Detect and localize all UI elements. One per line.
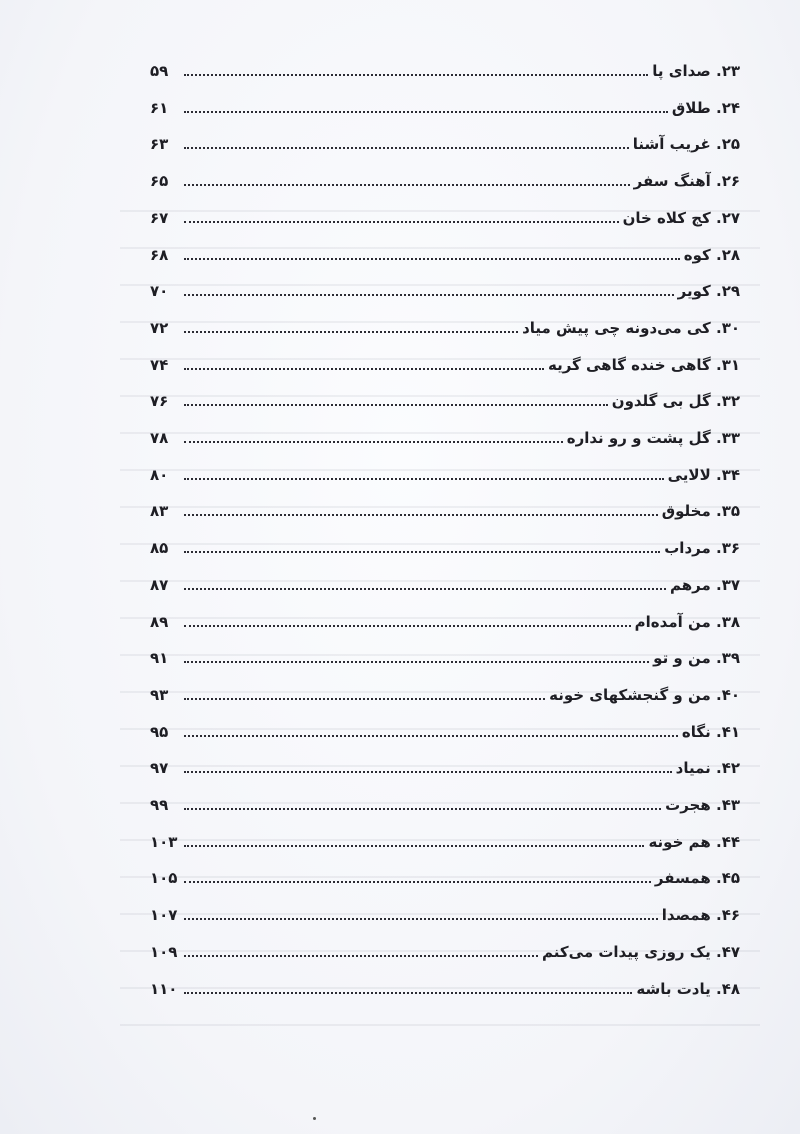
toc-title: ۲۵. غریب آشنا bbox=[632, 135, 740, 154]
toc-title: ۴۳. هجرت bbox=[665, 796, 740, 814]
toc-page-number: ۱۰۷ bbox=[150, 906, 178, 925]
toc-leader-dots bbox=[184, 221, 619, 223]
toc-title: ۲۸. کوه bbox=[683, 245, 740, 264]
toc-entry bbox=[150, 933, 740, 963]
toc-leader-dots bbox=[184, 514, 658, 516]
toc-title: ۴۱. نگاه bbox=[681, 722, 740, 741]
toc-title: ۳۱. گاهی خنده گاهی گریه bbox=[548, 355, 740, 374]
toc-entry bbox=[150, 419, 740, 449]
toc-entry bbox=[150, 346, 740, 376]
toc-page-number: ۱۱۰ bbox=[150, 979, 178, 998]
toc-page-number: ۸۵ bbox=[150, 539, 169, 558]
toc-page-number: ۷۶ bbox=[150, 392, 169, 411]
toc-entry bbox=[150, 566, 740, 596]
toc-page-number: ۸۷ bbox=[150, 575, 169, 594]
toc-page-number: ۱۰۳ bbox=[150, 832, 178, 851]
toc-title: ۴۵. همسفر bbox=[654, 869, 740, 888]
toc-leader-dots bbox=[184, 918, 658, 920]
toc-title: ۲۳. صدای پا bbox=[652, 62, 740, 80]
toc-title: ۳۶. مرداب bbox=[664, 539, 740, 558]
toc-leader-dots bbox=[184, 368, 544, 370]
toc-entry bbox=[150, 456, 740, 486]
toc-leader-dots bbox=[184, 588, 666, 590]
toc-page-number: ۸۳ bbox=[150, 502, 169, 521]
toc-entry bbox=[150, 52, 740, 82]
toc-title: ۴۸. یادت باشه bbox=[636, 979, 740, 998]
toc-title: ۳۲. گل بی گلدون bbox=[611, 392, 740, 411]
toc-page-number: ۶۳ bbox=[150, 135, 169, 154]
toc-title: ۳۹. من و تو bbox=[653, 649, 740, 668]
toc-title: ۴۰. من و گنجشکهای خونه bbox=[549, 685, 740, 704]
toc-leader-dots bbox=[184, 551, 660, 553]
toc-leader-dots bbox=[184, 771, 672, 773]
toc-entry bbox=[150, 382, 740, 412]
toc-leader-dots bbox=[184, 111, 668, 113]
toc-page-number: ۷۰ bbox=[150, 282, 169, 301]
toc-entry bbox=[150, 786, 740, 816]
toc-leader-dots bbox=[184, 808, 661, 810]
toc-page-number: ۷۸ bbox=[150, 429, 169, 447]
toc-entry bbox=[150, 639, 740, 669]
toc-title: ۴۶. همصدا bbox=[661, 906, 740, 925]
toc-title: ۲۶. آهنگ سفر bbox=[633, 172, 740, 191]
toc-leader-dots bbox=[184, 992, 632, 994]
toc-title: ۳۴. لالایی bbox=[667, 465, 740, 484]
toc-page-number: ۱۰۹ bbox=[150, 942, 178, 961]
toc-leader-dots bbox=[184, 258, 680, 260]
toc-entry bbox=[150, 749, 740, 779]
toc-entry bbox=[150, 859, 740, 889]
toc-title: ۲۴. طلاق bbox=[671, 98, 740, 117]
toc-title: ۳۳. گل پشت و رو نداره bbox=[566, 429, 740, 447]
toc-page-number: ۹۳ bbox=[150, 685, 169, 704]
toc-title: ۲۹. کویر bbox=[677, 282, 740, 301]
toc-page-number: ۶۸ bbox=[150, 245, 169, 264]
toc-leader-dots bbox=[184, 441, 563, 443]
toc-entry bbox=[150, 823, 740, 853]
toc-entry bbox=[150, 896, 740, 926]
toc-title: ۳۷. مرهم bbox=[669, 575, 740, 594]
toc-leader-dots bbox=[184, 478, 664, 480]
page-speck bbox=[313, 1117, 316, 1120]
toc-page-number: ۷۲ bbox=[150, 318, 169, 337]
toc-page-number: ۵۹ bbox=[150, 62, 169, 80]
toc-page-number: ۶۷ bbox=[150, 208, 169, 227]
toc-page-number: ۹۵ bbox=[150, 722, 169, 741]
toc-page-number: ۸۰ bbox=[150, 465, 169, 484]
toc-page-number: ۷۴ bbox=[150, 355, 169, 374]
toc-title: ۳۵. مخلوق bbox=[661, 502, 740, 521]
toc-title: ۳۰. کی می‌دونه چی پیش میاد bbox=[522, 318, 740, 337]
toc-page-number: ۸۹ bbox=[150, 612, 169, 631]
toc-title: ۳۸. من آمده‌ام bbox=[634, 612, 740, 631]
toc-entry bbox=[150, 713, 740, 743]
toc-leader-dots bbox=[184, 735, 678, 737]
toc-title: ۲۷. کج کلاه خان bbox=[622, 208, 740, 227]
toc-page-number: ۶۵ bbox=[150, 172, 169, 191]
toc-leader-dots bbox=[184, 404, 608, 406]
toc-page-number: ۹۱ bbox=[150, 649, 169, 668]
toc-entry bbox=[150, 529, 740, 559]
toc-leader-dots bbox=[184, 698, 545, 700]
toc-page-number: ۶۱ bbox=[150, 98, 169, 117]
toc-entry bbox=[150, 162, 740, 192]
toc-title: ۴۴. هم خونه bbox=[648, 832, 740, 851]
toc-entry bbox=[150, 272, 740, 302]
toc-leader-dots bbox=[184, 661, 649, 663]
toc-leader-dots bbox=[184, 881, 651, 883]
toc-page-number: ۹۹ bbox=[150, 796, 169, 814]
toc-title: ۴۲. نمیاد bbox=[675, 759, 740, 778]
toc-leader-dots bbox=[184, 955, 538, 957]
toc-entry bbox=[150, 125, 740, 155]
toc-title: ۴۷. یک روزی پیدات می‌کنم bbox=[542, 942, 740, 961]
toc-entry bbox=[150, 603, 740, 633]
toc-leader-dots bbox=[184, 74, 648, 76]
toc-leader-dots bbox=[184, 625, 631, 627]
toc-leader-dots bbox=[184, 845, 644, 847]
toc-entry bbox=[150, 199, 740, 229]
toc-entry bbox=[150, 492, 740, 522]
toc-entry bbox=[150, 676, 740, 706]
toc-entry bbox=[150, 89, 740, 119]
toc-entry bbox=[150, 309, 740, 339]
toc-leader-dots bbox=[184, 331, 518, 333]
toc-entry bbox=[150, 236, 740, 266]
toc-page-number: ۱۰۵ bbox=[150, 869, 178, 888]
toc-leader-dots bbox=[184, 147, 629, 149]
toc-leader-dots bbox=[184, 184, 630, 186]
toc-leader-dots bbox=[184, 294, 674, 296]
toc-entry bbox=[150, 970, 740, 1000]
toc-page-number: ۹۷ bbox=[150, 759, 169, 778]
